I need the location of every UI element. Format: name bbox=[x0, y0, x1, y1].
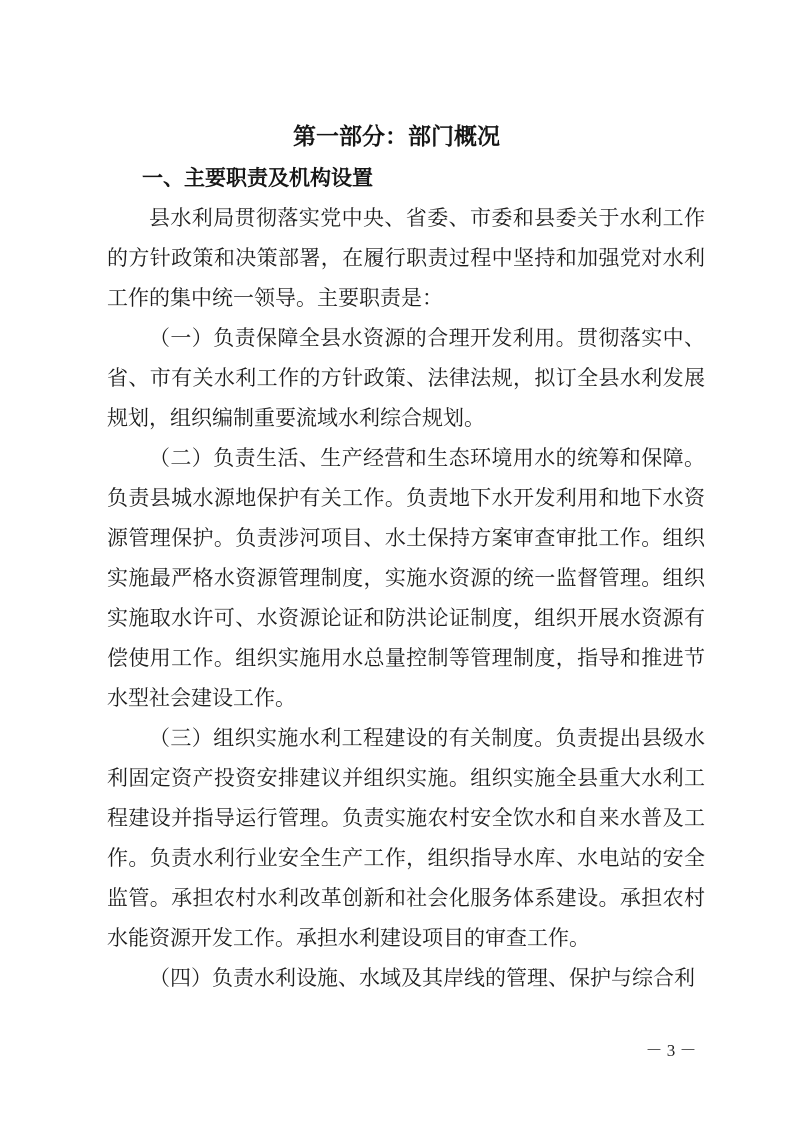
paragraph-duty-4: （四）负责水利设施、水域及其岸线的管理、保护与综合利 bbox=[149, 966, 695, 990]
paragraph-duty-2: （二）负责生活、生产经营和生态环境用水的统筹和保障。负责县城水源地保护有关工作。负责地下水开发利用和地下水资源管理保护。负责涉河项目、水土保持方案审查审批工作。组织实施最严格水资源管理制度，实施水资源的统一监督管理。组织实施取水许可、水资源论证和防洪论证制度，组织开展水资源有偿使用工作。组织实施用水总量控制等管理制度，指导和推进节水型社会建设工作。 bbox=[107, 446, 705, 710]
paragraph-duty-3: （三）组织实施水利工程建设的有关制度。负责提出县级水利固定资产投资安排建议并组织实施。组织实施全县重大水利工程建设并指导运行管理。负责实施农村安全饮水和自来水普及工作。负责水利行业安全生产工作，组织指导水库、水电站的安全监管。承担农村水利改革创新和社会化服务体系建设。承担农村水能资源开发工作。承担水利建设项目的审查工作。 bbox=[107, 726, 705, 950]
paragraph-intro: 县水利局贯彻落实党中央、省委、市委和县委关于水利工作的方针政策和决策部署，在履行职责过程中坚持和加强党对水利工作的集中统一领导。主要职责是： bbox=[107, 206, 705, 310]
page-number: － 3 － bbox=[645, 1041, 697, 1060]
part-title: 第一部分：部门概况 bbox=[293, 124, 500, 149]
document-body bbox=[107, 198, 705, 998]
section-heading: 一、主要职责及机构设置 bbox=[142, 167, 373, 190]
paragraph-duty-1: （一）负责保障全县水资源的合理开发利用。贯彻落实中、省、市有关水利工作的方针政策、法律法规，拟订全县水利发展规划，组织编制重要流域水利综合规划。 bbox=[107, 326, 705, 430]
